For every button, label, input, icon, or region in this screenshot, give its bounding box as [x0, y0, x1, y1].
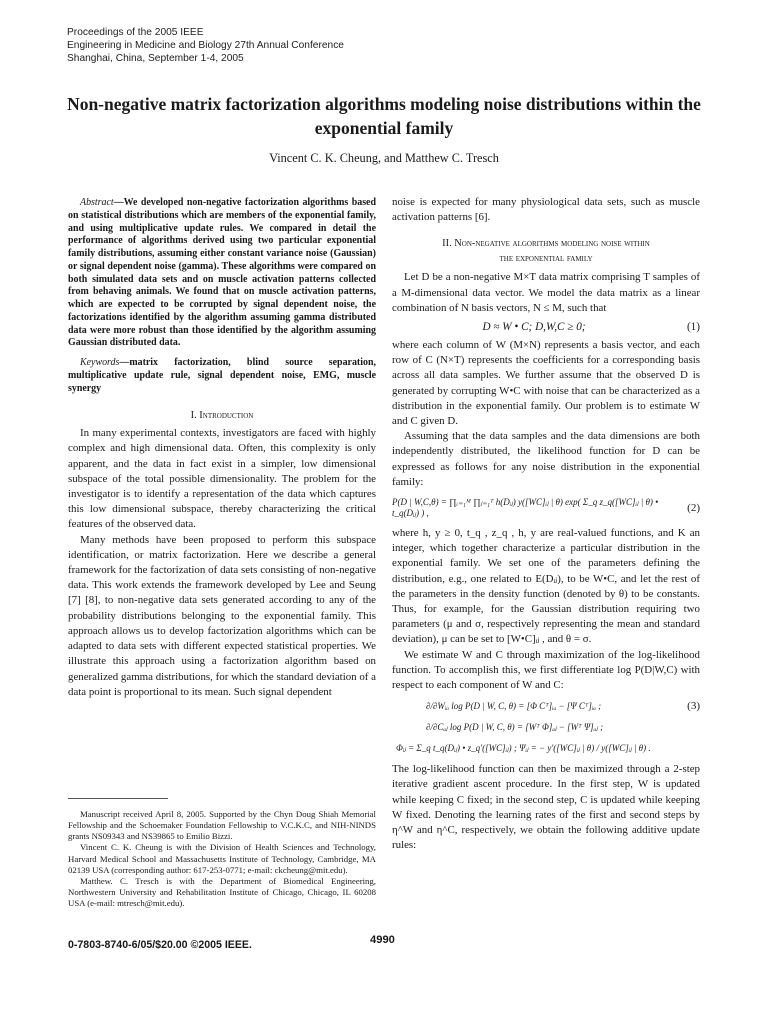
equation-2: [392, 490, 700, 526]
equation-3-line-3: Φᵢⱼ = Σ_q t_q(Dᵢⱼ) • z_q′([WC]ᵢⱼ) ; Ψᵢⱼ = − y′([WC]ᵢⱼ | θ) / y([WC]ᵢⱼ | θ) .: [396, 743, 651, 754]
equation-2-body: P(D | W,C,θ) = ∏ᵢ₌₁ᴹ ∏ⱼ₌₁ᵀ h(Dᵢⱼ) y([WC]ᵢⱼ | θ) exp( Σ_q z_q([WC]ᵢⱼ | θ) • t_q(Dᵢⱼ) ) ,: [392, 497, 659, 519]
left-column: [68, 197, 376, 700]
keywords: [68, 357, 376, 395]
footnotes: [68, 809, 376, 909]
abstract-text: —We developed non-negative factorization algorithms based on statistical distributions which are members of the exponential family, and using multiplicative update rules. We compared in detail the performance of algorithms derived using two particular exponential family distributions, assuming either constant variance noise (Gaussian) or signal dependent noise (gamma). These algorithms were compared on both simulated data sets and on muscle activation patterns collected from behaving animals. We found that on muscle activation patterns, which are expected to be corrupted by signal dependent noise, the factorizations identified by the algorithm assuming gamma distributed data were more robust than those identified by the algorithm assuming Gaussian distributed data.: [68, 197, 376, 349]
isbn-copyright: 0-7803-8740-6/05/$20.00 ©2005 IEEE.: [68, 939, 252, 951]
proceedings-header: [67, 26, 344, 66]
equation-3-line-1: ∂/∂Wᵢₐ log P(D | W, C, θ) = [Φ Cᵀ]ᵢₐ − [Ψ Cᵀ]ᵢₐ ;: [426, 701, 602, 712]
equation-2-number: (2): [687, 502, 700, 515]
equation-3: [392, 696, 700, 759]
methods-paragraph-5: We estimate W and C through maximization of the log-likelihood function. To accomplish this, we first differentiate log P(D|W,C) with respect to each component of W and C:: [392, 648, 700, 692]
methods-paragraph-2: where each column of W (M×N) represents a basis vector, and each row of C (N×T) represents the coefficients for a corresponding basis across all data samples. We further assume that the observed D is generated by corrupting W•C with noise that can be characterized as a distribution in the exponential family. Our problem is to estimate W and C given D.: [392, 339, 700, 428]
intro-paragraph-1: In many experimental contexts, investigators are faced with highly complex and high dimensional data. Often, this complexity is only apparent, and the data in fact exist in a simpler, low dimensional subspace of the total possible dimensionality. The problem for the investigator is to identify a representation of the data which captures this low dimensional subspace, thereby characterizing the critical features of the observed data.: [68, 427, 376, 531]
section-heading-methods-2: the exponential family: [499, 253, 593, 265]
abstract-label: Abstract: [80, 197, 114, 208]
abstract: [68, 197, 376, 350]
page-number: 4990: [370, 934, 395, 946]
methods-paragraph-1: Let D be a non-negative M×T data matrix comprising T samples of a M-dimensional data vector. We model the data matrix as a linear combination of N basis vectors, N ≤ M, such that: [392, 271, 700, 314]
paper-authors: Vincent C. K. Cheung, and Matthew C. Tresch: [269, 151, 499, 165]
equation-3-line-2: ∂/∂Cₐⱼ log P(D | W, C, θ) = [Wᵀ Φ]ₐⱼ − [Wᵀ Ψ]ₐⱼ ;: [426, 722, 604, 733]
footnote-rule: [68, 798, 168, 799]
paper-title: Non-negative matrix factorization algorithms modeling noise distributions within the exponential family: [67, 94, 701, 138]
footnote-manuscript: Manuscript received April 8, 2005. Supported by the Chyn Doug Shiah Memorial Fellowship and the Schoemaker Foundation Fellowship to V.C.K.C, and NIH-NINDS grants NS09343 and NS39865 to Emilio Bizzi.: [68, 809, 376, 842]
section1-continuation: noise is expected for many physiological data sets, such as muscle activation patterns [6].: [392, 196, 700, 224]
section-heading-introduction: I. Introduction: [190, 410, 254, 422]
proceedings-line-2: Engineering in Medicine and Biology 27th Annual Conference: [67, 40, 344, 52]
equation-1-number: (1): [686, 321, 700, 334]
methods-paragraph-3: Assuming that the data samples and the data dimensions are both independently distributed, the likelihood function for D can be expressed as follows for any noise distribution in the exponential family:: [392, 430, 700, 488]
equation-3-number: (3): [687, 700, 700, 713]
proceedings-line-3: Shanghai, China, September 1-4, 2005: [67, 53, 244, 65]
methods-paragraph-4: where h, y ≥ 0, t_q , z_q , h, y are real-valued functions, and K an integer, which together characterize a particular distribution in the exponential family. We set one of the parameters defining the distribution, e.g., one related to E(Dᵢⱼ), to be W•C, and let the rest of the parameters in the density function (denoted by θ) to be constants. Thus, for example, for the Gaussian distribution requiring two parameters (μ and σ, respectively representing the mean and standard deviation), μ can be set to [W•C]ᵢⱼ , and θ = σ.: [392, 527, 700, 646]
section-heading-methods-1: II. Non-negative algorithms modeling noise within: [442, 238, 650, 250]
footnote-author-2: Matthew. C. Tresch is with the Department of Biomedical Engineering, Northwestern University and Rehabilitation Institute of Chicago, Chicago, IL 60208 USA (e-mail: mtresch@mit.edu).: [68, 875, 376, 909]
methods-paragraph-6: The log-likelihood function can then be maximized through a 2-step iterative gradient ascent procedure. In the first step, W is updated while keeping C fixed; in the second step, C is updated while keeping W fixed. Denoting the learning rates of the first and second steps by η^W and η^C, respectively, we obtain the following additive update rules:: [392, 763, 700, 852]
equation-1: [392, 316, 700, 338]
equation-1-body: D ≈ W • C; D,W,C ≥ 0;: [482, 321, 586, 334]
right-column: [392, 195, 700, 854]
keywords-text: —matrix factorization, blind source separation, multiplicative update rule, signal dependent noise, EMG, muscle synergy: [68, 357, 376, 394]
proceedings-line-1: Proceedings of the 2005 IEEE: [67, 27, 204, 38]
keywords-label: Keywords: [80, 357, 120, 368]
intro-paragraph-2: Many methods have been proposed to perform this subspace identification, or matrix factorization. Here we describe a general framework for the factorization of data sets consisting of non-negative data. This work extends the framework developed by Lee and Seung [7] [8], to non-negative data sets generated according to any of the probability distributions belonging to the exponential family. This approach allows us to develop factorization algorithms which can be adapted to data sets with different expected statistical properties. We illustrate this approach using a factorization algorithm based on generalized gamma distributions, for which the standard deviation of a data point is proportional to its mean. Such signal dependent: [68, 533, 376, 698]
footnote-author-1: Vincent C. K. Cheung is with the Division of Health Sciences and Technology, Harvard Medical School and Massachusetts Institute of Technology, Cambridge, MA 02139 USA (corresponding author: 617-253-0771; e-mail: ckcheung@mit.edu).: [68, 842, 376, 875]
